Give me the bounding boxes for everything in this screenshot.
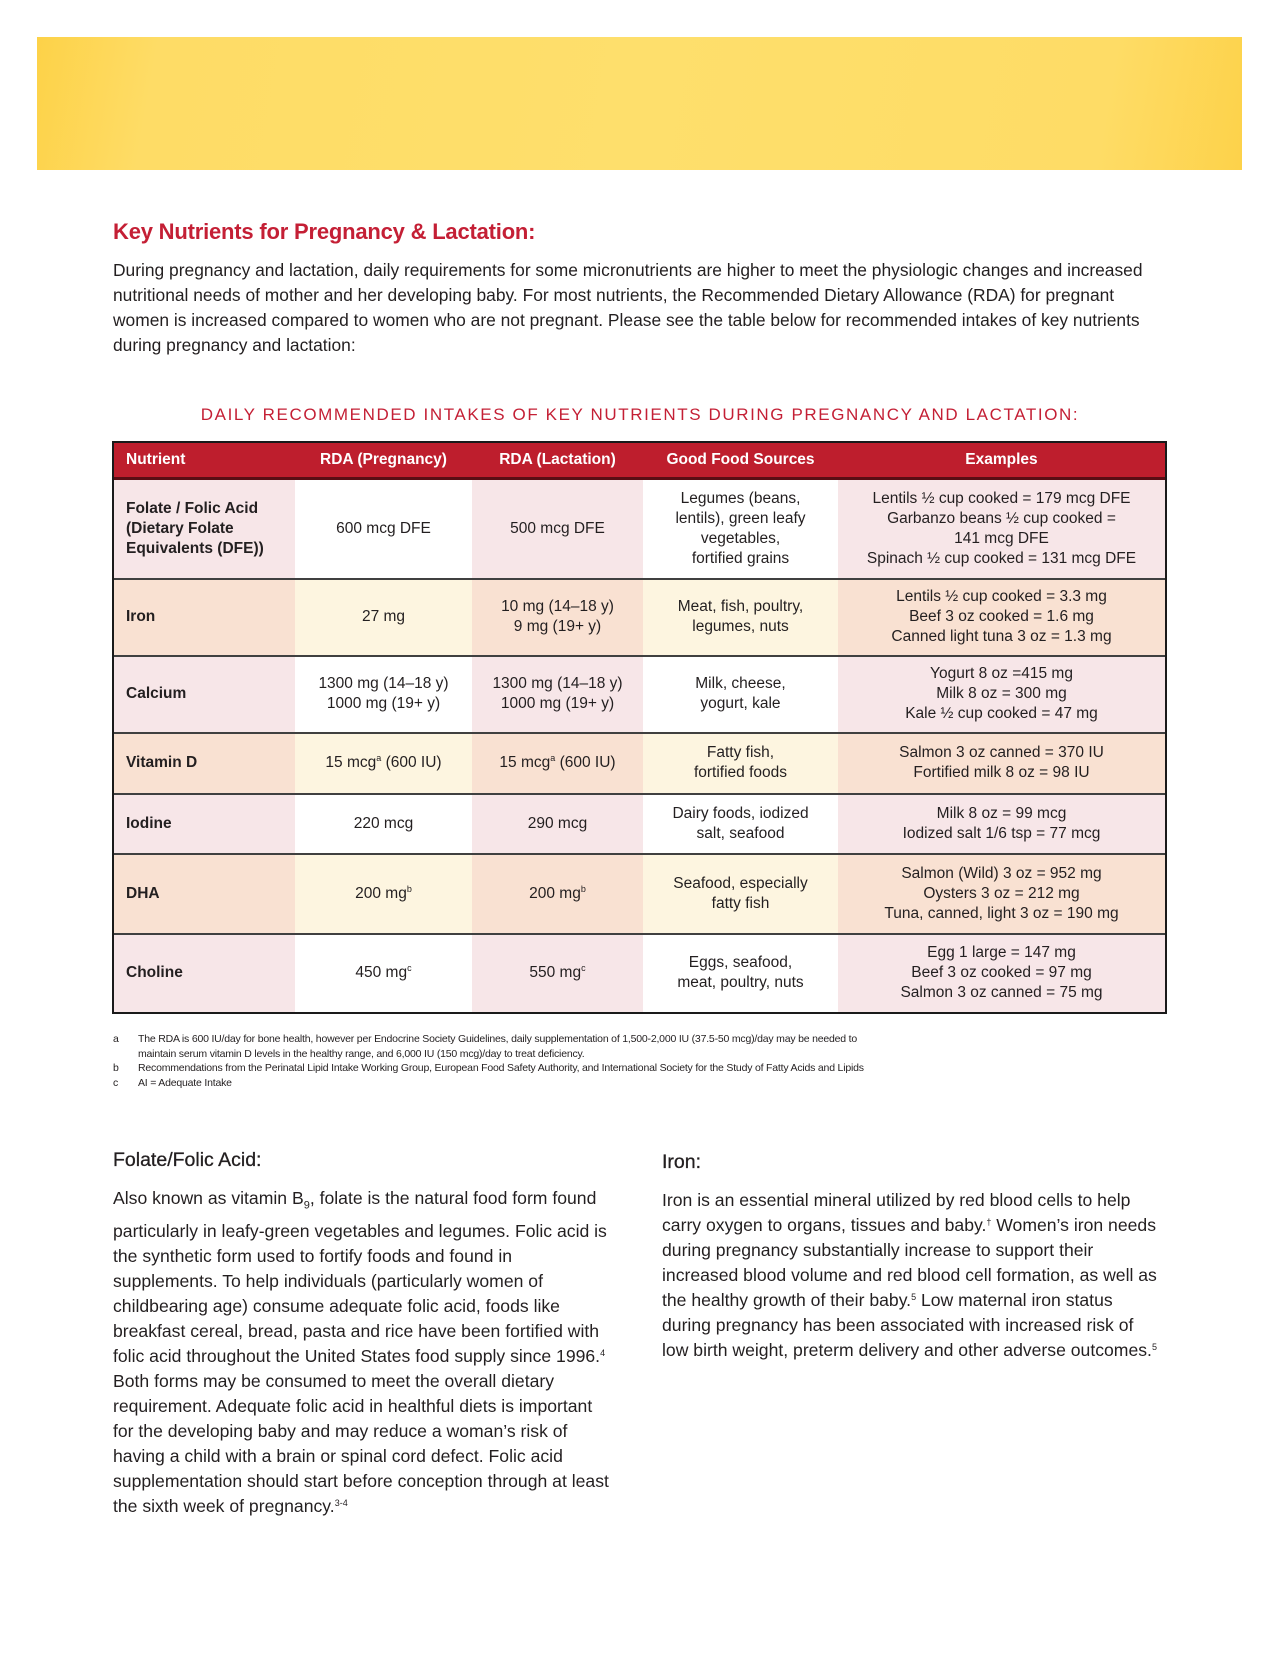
- rda-line: 9 mg (19+ y): [513, 618, 602, 635]
- examples-cell: [838, 934, 1165, 1012]
- example-line: Lentils ½ cup cooked = 3.3 mg: [896, 588, 1107, 605]
- food-sources-cell: [643, 854, 838, 934]
- nutrient-cell: Calcium: [114, 656, 295, 733]
- food-sources-cell: [643, 733, 838, 794]
- food-source-line: Meat, fish, poultry,: [677, 598, 804, 615]
- example-line: Beef 3 oz cooked = 1.6 mg: [909, 608, 1094, 625]
- rda-line: 1300 mg (14–18 y): [492, 675, 623, 692]
- header-nutrient: Nutrient: [114, 443, 295, 479]
- rda-lactation-cell: 500 mcg DFE: [472, 479, 643, 579]
- body-text: , folate is the natural food form found particularly in leafy-green vegetables and legumes. Folic acid is the synthetic form used to fortify foods and found in supplements. To help individuals (particularly women of childbearing age) consume adequate folic acid, foods like breakfast cereal, bread, pasta and rice have been fortified with folic acid throughout the United States food supply since 1996.: [113, 1188, 607, 1366]
- body-text: Women’s iron needs during pregnancy substantially increase to support their increased blood volume and red blood cell formation, as well as the healthy growth of their baby.: [662, 1215, 1157, 1310]
- nutrient-cell: Iodine: [114, 794, 295, 854]
- nutrient-table: [112, 441, 1167, 1014]
- rda-value: 200 mg: [529, 884, 581, 902]
- food-source-line: Seafood, especially: [673, 874, 808, 892]
- rda-suffix: (600 IU): [381, 754, 442, 771]
- example-line: Spinach ½ cup cooked = 131 mcg DFE: [866, 549, 1137, 567]
- reference-marker: 3-4: [334, 1497, 348, 1508]
- example-line: Fortified milk 8 oz = 98 IU: [913, 764, 1090, 781]
- footnote-line: maintain serum vitamin D levels in the healthy range, and 6,000 IU (150 mcg)/day to treat deficiency.: [138, 1047, 585, 1060]
- nutrient-cell: [114, 479, 295, 579]
- food-source-line: yogurt, kale: [700, 695, 781, 712]
- rda-pregnancy-cell: 600 mcg DFE: [295, 479, 472, 579]
- body-text: Iron is an essential mineral utilized by red blood cells to help carry oxygen to organs, tissues and baby.: [662, 1190, 1131, 1235]
- footnote-line: The RDA is 600 IU/day for bone health, however per Endocrine Society Guidelines, daily supplementation of 1,500-2,000 IU (37.5-50 mcg)/day may be needed to: [138, 1033, 858, 1045]
- rda-pregnancy-cell: [295, 934, 472, 1012]
- example-line: Oysters 3 oz = 212 mg: [923, 884, 1080, 902]
- rda-pregnancy-cell: [295, 854, 472, 934]
- page-title: Key Nutrients for Pregnancy & Lactation:: [113, 219, 536, 244]
- food-source-line: Eggs, seafood,: [688, 954, 793, 971]
- example-line: 141 mcg DFE: [954, 529, 1049, 547]
- footnote-key: b: [113, 1062, 119, 1074]
- example-line: Milk 8 oz = 300 mg: [936, 685, 1067, 702]
- folate-section: [113, 1149, 613, 1519]
- rda-value: 15 mcg: [325, 754, 377, 771]
- header-rda-lactation: RDA (Lactation): [472, 443, 643, 479]
- example-line: Salmon 3 oz canned = 370 IU: [899, 744, 1104, 761]
- rda-value: 15 mcg: [499, 754, 551, 771]
- footnote-key: a: [113, 1033, 119, 1045]
- footnote-text: Recommendations from the Perinatal Lipid Intake Working Group, European Food Safety Authority, and International Society for the Study of Fatty Acids and Lipids: [138, 1062, 864, 1074]
- header-rda-pregnancy: RDA (Pregnancy): [295, 443, 472, 479]
- rda-pregnancy-cell: [295, 733, 472, 794]
- examples-cell: [838, 479, 1165, 579]
- rda-lactation-cell: [472, 733, 643, 794]
- footnote-marker: c: [407, 963, 412, 973]
- rda-line: 1300 mg (14–18 y): [318, 675, 449, 692]
- header-examples: Examples: [838, 443, 1165, 479]
- table-row-choline: [114, 934, 1165, 1012]
- footnote-marker: b: [406, 883, 412, 894]
- table-header-row: [114, 443, 1165, 479]
- table-footnotes: [113, 1032, 1013, 1090]
- nutrient-cell: Vitamin D: [114, 733, 295, 794]
- folate-body: [113, 1186, 613, 1519]
- example-line: Salmon (Wild) 3 oz = 952 mg: [901, 864, 1102, 882]
- food-sources-cell: [643, 656, 838, 733]
- food-sources-cell: [643, 479, 838, 579]
- footnote-c: [113, 1076, 1013, 1091]
- example-line: Iodized salt 1/6 tsp = 77 mcg: [902, 824, 1101, 842]
- rda-suffix: (600 IU): [555, 754, 616, 771]
- footnote-text: AI = Adequate Intake: [138, 1076, 232, 1089]
- example-line: Canned light tuna 3 oz = 1.3 mg: [891, 628, 1112, 645]
- examples-cell: [838, 733, 1165, 794]
- footnote-text: [138, 1032, 857, 1061]
- food-source-line: vegetables,: [700, 529, 781, 547]
- nutrient-name: Folate / Folic Acid: [126, 499, 259, 517]
- iron-heading: Iron:: [662, 1151, 702, 1173]
- food-source-line: Fatty fish,: [706, 744, 775, 761]
- examples-cell: [838, 854, 1165, 934]
- reference-marker: †: [986, 1217, 992, 1227]
- food-source-line: meat, poultry, nuts: [677, 974, 804, 991]
- food-source-line: fatty fish: [711, 894, 770, 912]
- example-line: Egg 1 large = 147 mg: [927, 944, 1076, 961]
- example-line: Beef 3 oz cooked = 97 mg: [911, 964, 1092, 981]
- body-text: Also known as vitamin B: [113, 1188, 304, 1208]
- rda-pregnancy-cell: 220 mcg: [295, 794, 472, 854]
- food-sources-cell: [643, 794, 838, 854]
- intro-paragraph: During pregnancy and lactation, daily requirements for some micronutrients are higher to meet the physiologic changes and increased nutritional needs of mother and her developing baby. For most nutrients, the Recommended Dietary Allowance (RDA) for pregnant women is increased compared to women who are not pregnant. Please see the table below for recommended intakes of key nutrients during pregnancy and lactation:: [113, 260, 1143, 355]
- rda-pregnancy-cell: 27 mg: [295, 579, 472, 656]
- rda-value: 450 mg: [355, 964, 408, 981]
- table-row-folate: [114, 479, 1165, 579]
- footnote-marker: b: [580, 883, 586, 894]
- nutrient-cell: DHA: [114, 854, 295, 934]
- table-row-vitamin-d: [114, 733, 1165, 794]
- table-row-iron: [114, 579, 1165, 656]
- footnote-key: c: [113, 1076, 119, 1089]
- nutrient-name: (Dietary Folate: [126, 519, 234, 537]
- rda-lactation-cell: [472, 579, 643, 656]
- example-line: Yogurt 8 oz =415 mg: [930, 665, 1073, 682]
- example-line: Lentils ½ cup cooked = 179 mcg DFE: [872, 489, 1131, 507]
- examples-cell: [838, 579, 1165, 656]
- iron-section: [662, 1151, 1162, 1363]
- footnote-marker: a: [550, 753, 556, 763]
- header-food-sources: Good Food Sources: [643, 443, 838, 479]
- food-source-line: Dairy foods, iodized: [672, 804, 809, 822]
- nutrient-cell: Iron: [114, 579, 295, 656]
- food-source-line: Legumes (beans,: [680, 489, 801, 507]
- reference-marker: 5: [1151, 1342, 1157, 1352]
- rda-lactation-cell: [472, 656, 643, 733]
- rda-lactation-cell: [472, 854, 643, 934]
- food-source-line: fortified grains: [691, 549, 790, 567]
- subscript: 9: [303, 1199, 310, 1212]
- reference-marker: 4: [600, 1347, 606, 1358]
- example-line: Milk 8 oz = 99 mcg: [936, 804, 1067, 822]
- food-sources-cell: [643, 934, 838, 1012]
- nutrient-name: Equivalents (DFE)): [126, 539, 264, 557]
- rda-line: 10 mg (14–18 y): [501, 598, 614, 615]
- food-sources-cell: [643, 579, 838, 656]
- example-line: Kale ½ cup cooked = 47 mg: [905, 705, 1098, 722]
- example-line: Tuna, canned, light 3 oz = 190 mg: [884, 904, 1119, 922]
- food-source-line: Milk, cheese,: [695, 675, 786, 692]
- folate-heading: Folate/Folic Acid:: [113, 1149, 262, 1171]
- table-caption: DAILY RECOMMENDED INTAKES OF KEY NUTRIENTS DURING PREGNANCY AND LACTATION:: [200, 405, 1080, 424]
- rda-pregnancy-cell: [295, 656, 472, 733]
- reference-marker: 5: [911, 1292, 917, 1302]
- rda-lactation-cell: 290 mcg: [472, 794, 643, 854]
- rda-line: 1000 mg (19+ y): [500, 695, 615, 712]
- rda-value: 200 mg: [355, 884, 407, 902]
- table-row-iodine: [114, 794, 1165, 854]
- footnote-marker: a: [376, 753, 382, 763]
- table-row-dha: [114, 854, 1165, 934]
- examples-cell: [838, 656, 1165, 733]
- body-text: Low maternal iron status during pregnancy has been associated with increased risk of low birth weight, preterm delivery and other adverse outcomes.: [662, 1290, 1152, 1360]
- footnote-marker: c: [581, 963, 586, 973]
- example-line: Garbanzo beans ½ cup cooked =: [887, 509, 1116, 527]
- header-banner: [37, 37, 1242, 170]
- food-source-line: salt, seafood: [696, 824, 785, 842]
- iron-body: [662, 1188, 1162, 1363]
- food-source-line: lentils), green leafy: [675, 509, 806, 527]
- rda-line: 1000 mg (19+ y): [326, 695, 441, 712]
- food-source-line: fortified foods: [693, 764, 788, 781]
- food-source-line: legumes, nuts: [692, 618, 789, 635]
- rda-value: 550 mg: [529, 964, 582, 981]
- rda-lactation-cell: [472, 934, 643, 1012]
- footnote-a: [113, 1032, 1013, 1061]
- examples-cell: [838, 794, 1165, 854]
- table-row-calcium: [114, 656, 1165, 733]
- body-text: Both forms may be consumed to meet the overall dietary requirement. Adequate folic acid in healthful diets is important for the developing baby and may reduce a woman’s risk of having a child with a brain or spinal cord defect. Folic acid supplementation should start before conception through at least the sixth week of pregnancy.: [113, 1370, 609, 1516]
- nutrient-cell: Choline: [114, 934, 295, 1012]
- footnote-b: [113, 1061, 1013, 1076]
- example-line: Salmon 3 oz canned = 75 mg: [900, 984, 1103, 1001]
